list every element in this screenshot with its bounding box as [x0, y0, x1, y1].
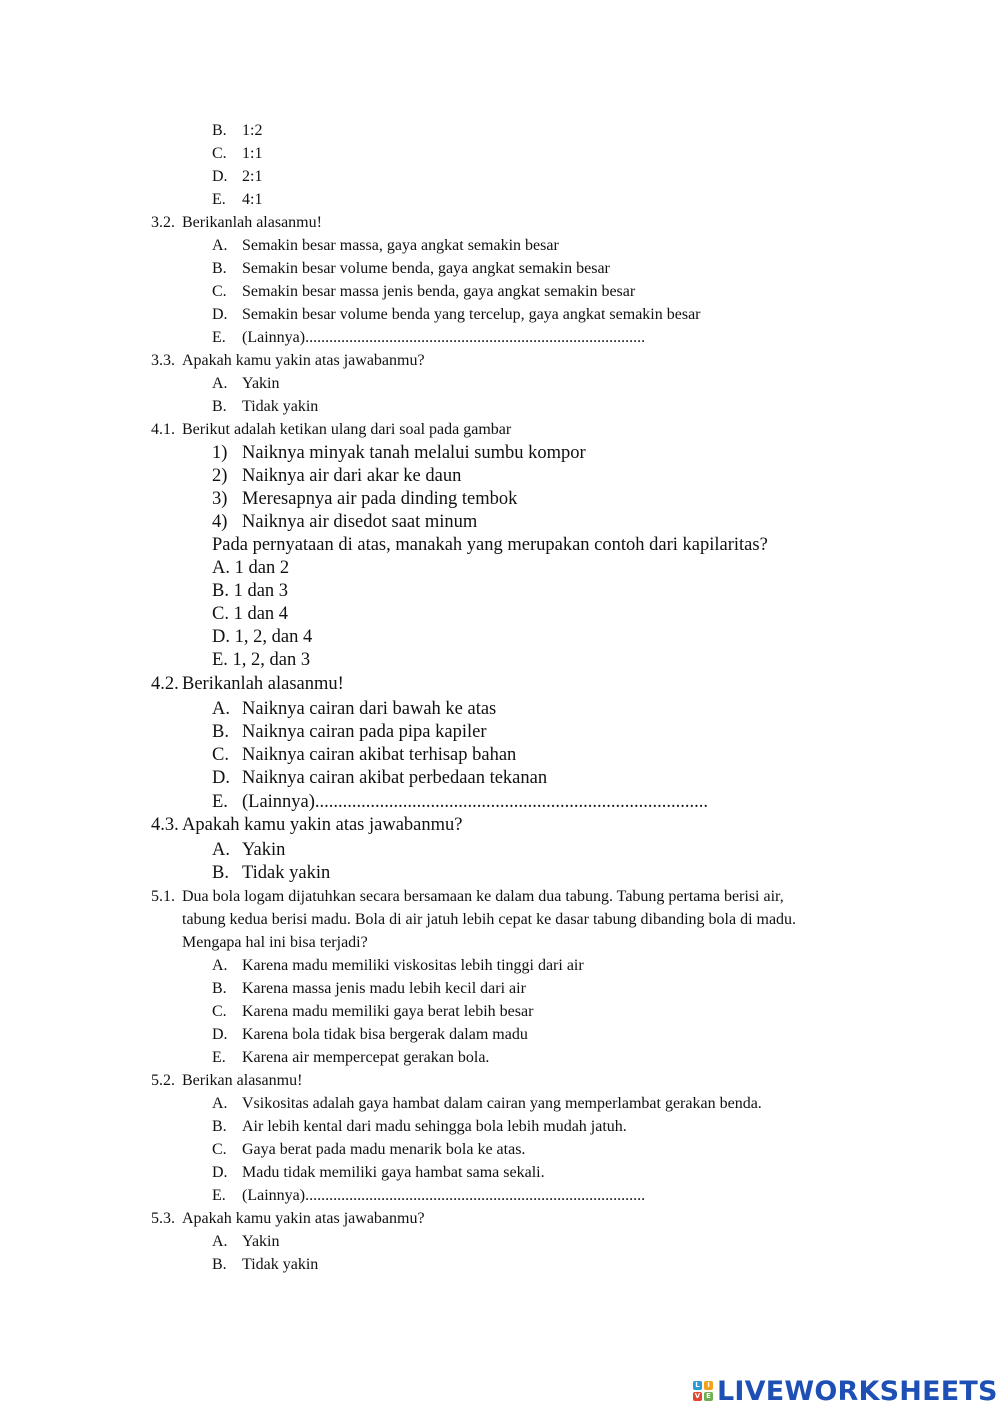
option-text: Karena air mempercepat gerakan bola.	[242, 1049, 490, 1066]
option-letter: A.	[212, 699, 230, 719]
option-text: Gaya berat pada madu menarik bola ke atas.	[242, 1141, 526, 1158]
option-text: Vsikositas adalah gaya hambat dalam cairan yang memperlambat gerakan benda.	[242, 1095, 762, 1112]
option-letter: D.	[212, 168, 228, 185]
option-text: Tidak yakin	[242, 398, 319, 415]
option-text: Air lebih kental dari madu sehingga bola lebih mudah jatuh.	[242, 1118, 627, 1135]
statement-number: 1)	[212, 443, 228, 463]
option-letter: A.	[212, 957, 228, 974]
option-letter: E.	[212, 792, 228, 812]
option-letter: E.	[212, 1049, 226, 1066]
option-text: Yakin	[242, 375, 280, 392]
question-number: 4.1.	[151, 421, 175, 438]
logo-mark-i: I	[704, 1381, 713, 1390]
option-letter: A.	[212, 375, 228, 392]
statement-text: Naiknya air disedot saat minum	[242, 512, 478, 532]
statement-text: Meresapnya air pada dinding tembok	[242, 489, 518, 509]
option-text: Madu tidak memiliki gaya hambat sama sekali.	[242, 1164, 545, 1181]
option-letter: B.	[212, 1256, 227, 1273]
option-letter: C.	[212, 283, 227, 300]
option-letter: A.	[212, 237, 228, 254]
statement-text: Naiknya air dari akar ke daun	[242, 466, 462, 486]
question-number: 5.3.	[151, 1210, 175, 1227]
option-letter: E.	[212, 1187, 226, 1204]
question-text: Berikut adalah ketikan ulang dari soal pada gambar	[182, 421, 512, 438]
option-text: Semakin besar volume benda, gaya angkat semakin besar	[242, 260, 610, 277]
option-letter: A.	[212, 840, 230, 860]
option-text: Karena madu memiliki gaya berat lebih besar	[242, 1003, 534, 1020]
question-text: Berikanlah alasanmu!	[182, 214, 322, 231]
option-text: Tidak yakin	[242, 1256, 319, 1273]
option-text: D. 1, 2, dan 4	[212, 627, 313, 647]
question-text: Berikan alasanmu!	[182, 1072, 303, 1089]
statement-number: 3)	[212, 489, 228, 509]
question-number: 5.2.	[151, 1072, 175, 1089]
option-letter: D.	[212, 1164, 228, 1181]
option-letter: A.	[212, 1233, 228, 1250]
option-text: Naiknya cairan akibat perbedaan tekanan	[242, 768, 548, 788]
option-letter: B.	[212, 863, 229, 883]
question-text-line-3: Mengapa hal ini bisa terjadi?	[182, 934, 368, 951]
logo-wordmark: LIVEWORKSHEETS	[717, 1375, 998, 1407]
option-text: B. 1 dan 3	[212, 581, 289, 601]
option-text: Semakin besar massa jenis benda, gaya angkat semakin besar	[242, 283, 636, 300]
option-text: 1:2	[242, 122, 263, 139]
question-text-line-2: tabung kedua berisi madu. Bola di air jatuh lebih cepat ke dasar tabung dibanding bola di madu.	[182, 911, 797, 928]
option-text: (Lainnya).....................................................................................	[242, 1187, 646, 1204]
question-text: Berikanlah alasanmu!	[182, 674, 344, 694]
option-letter: B.	[212, 980, 227, 997]
question-text: Apakah kamu yakin atas jawabanmu?	[182, 815, 463, 835]
option-letter: B.	[212, 722, 229, 742]
question-number: 4.2.	[151, 674, 179, 694]
option-text: 4:1	[242, 191, 263, 208]
option-text: (Lainnya).....................................................................................	[242, 792, 709, 812]
option-letter: E.	[212, 191, 226, 208]
option-text: Tidak yakin	[242, 863, 331, 883]
option-text: Yakin	[242, 840, 286, 860]
question-text: Apakah kamu yakin atas jawabanmu?	[182, 352, 425, 369]
option-letter: C.	[212, 1141, 227, 1158]
logo-mark-v: V	[694, 1392, 701, 1400]
logo-mark-l: L	[693, 1381, 702, 1390]
question-text-line-1: Dua bola logam dijatuhkan secara bersamaan ke dalam dua tabung. Tabung pertama berisi air,	[182, 888, 784, 905]
logo-mark-icon	[693, 1381, 713, 1401]
option-text: 1:1	[242, 145, 263, 162]
option-text: (Lainnya).....................................................................................	[242, 329, 646, 346]
option-text: Naiknya cairan akibat terhisap bahan	[242, 745, 517, 765]
question-number: 4.3.	[151, 815, 179, 835]
option-text: A. 1 dan 2	[212, 558, 290, 578]
option-text: 2:1	[242, 168, 263, 185]
statement-number: 2)	[212, 466, 228, 486]
option-letter: B.	[212, 260, 227, 277]
option-text: Naiknya cairan pada pipa kapiler	[242, 722, 487, 742]
question-number: 3.2.	[151, 214, 175, 231]
option-text: Karena madu memiliki viskositas lebih tinggi dari air	[242, 957, 584, 974]
statement-number: 4)	[212, 512, 228, 532]
option-letter: B.	[212, 1118, 227, 1135]
option-letter: E.	[212, 329, 226, 346]
option-letter: C.	[212, 745, 229, 765]
option-letter: C.	[212, 1003, 227, 1020]
prompt-text: Pada pernyataan di atas, manakah yang merupakan contoh dari kapilaritas?	[212, 535, 768, 555]
option-text: Semakin besar volume benda yang tercelup, gaya angkat semakin besar	[242, 306, 701, 323]
liveworksheets-logo[interactable]	[693, 1374, 998, 1408]
option-text: C. 1 dan 4	[212, 604, 289, 624]
logo-mark-e: E	[704, 1392, 713, 1401]
option-letter: C.	[212, 145, 227, 162]
option-text: E. 1, 2, dan 3	[212, 650, 311, 670]
option-letter: D.	[212, 306, 228, 323]
option-text: Yakin	[242, 1233, 280, 1250]
option-letter: B.	[212, 398, 227, 415]
question-number: 5.1.	[151, 888, 175, 905]
option-text: Semakin besar massa, gaya angkat semakin besar	[242, 237, 559, 254]
option-letter: A.	[212, 1095, 228, 1112]
option-text: Karena massa jenis madu lebih kecil dari air	[242, 980, 526, 997]
question-number: 3.3.	[151, 352, 175, 369]
option-letter: D.	[212, 768, 230, 788]
statement-text: Naiknya minyak tanah melalui sumbu kompor	[242, 443, 586, 463]
option-text: Karena bola tidak bisa bergerak dalam madu	[242, 1026, 528, 1043]
option-letter: D.	[212, 1026, 228, 1043]
option-letter: B.	[212, 122, 227, 139]
question-text: Apakah kamu yakin atas jawabanmu?	[182, 1210, 425, 1227]
option-text: Naiknya cairan dari bawah ke atas	[242, 699, 497, 719]
